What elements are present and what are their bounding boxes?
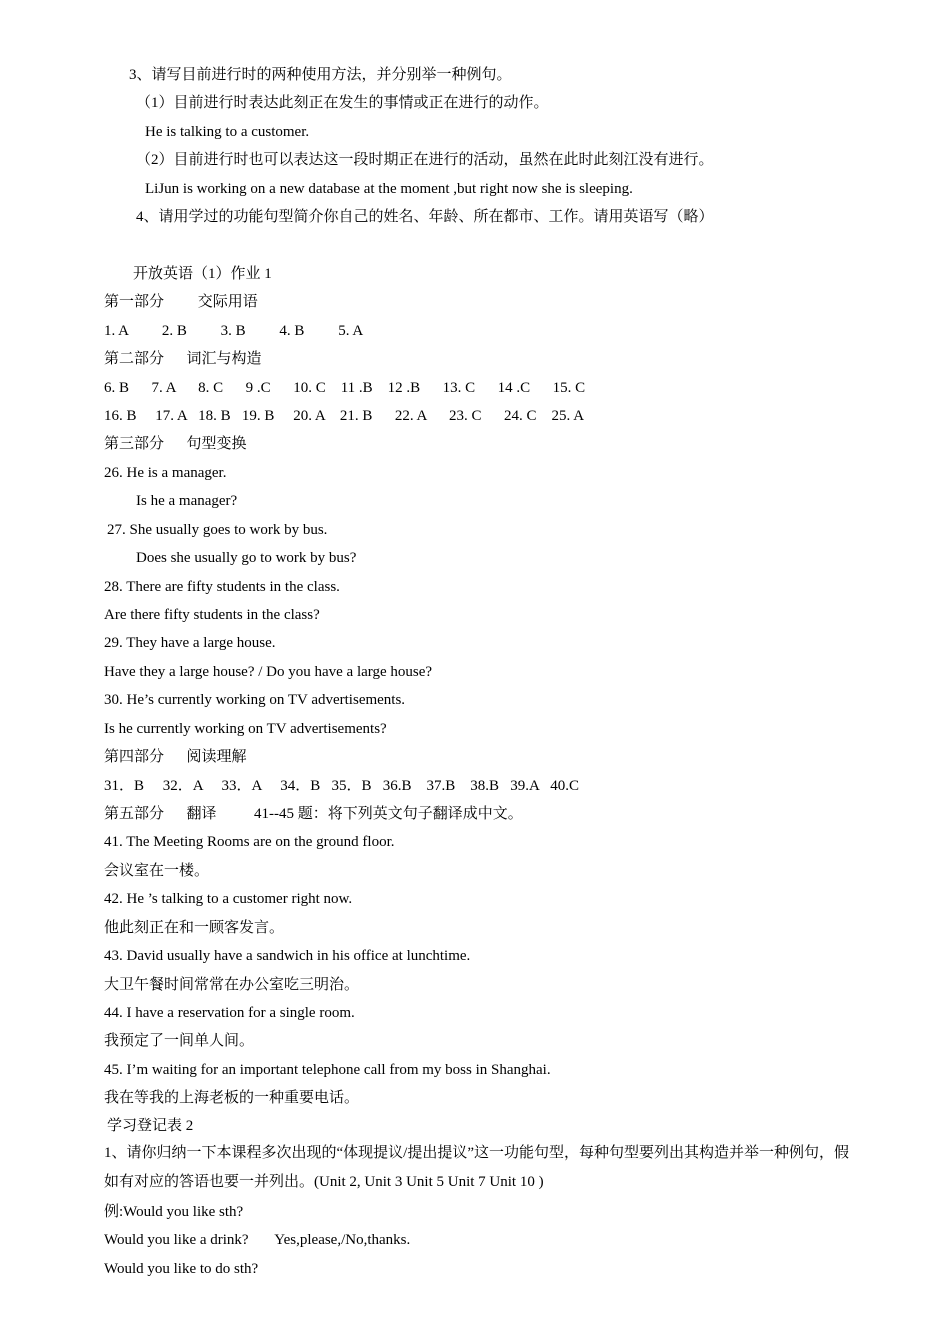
usage-1: （1）目前进行时表达此刻正在发生的事情或正在进行的动作。 [136,95,549,111]
item-30-answer: Is he currently working on TV advertisements? [104,721,387,737]
part-3-heading: 第三部分 句型变换 [104,436,247,452]
usage-2: （2）目前进行时也可以表达这一段时期正在进行的活动，虽然在此时此刻江没有进行。 [136,152,714,168]
example-1: He is talking to a customer. [145,124,310,140]
part-2-answers-row-2: 16. B 17. A 18. B 19. B 20. A 21. B 22. A 23. C 24. C 25. A [104,408,585,424]
item-30: 30. He’s currently working on TV advertisements. [104,692,406,708]
item-41: 41. The Meeting Rooms are on the ground floor. [104,834,395,850]
item-29-answer: Have they a large house? / Do you have a large house? [104,664,433,680]
example-pattern-1: 例:Would you like sth? [104,1204,244,1220]
part-1-heading: 第一部分 交际用语 [104,294,258,310]
item-41-translation: 会议室在一楼。 [104,863,210,879]
item-43-translation: 大卫午餐时间常常在办公室吃三明治。 [104,977,360,993]
item-42: 42. He ’s talking to a customer right now. [104,891,353,907]
item-27-answer: Does she usually go to work by bus? [136,550,357,566]
question-3: 3、请写目前进行时的两种使用方法，并分别举一种例句。 [129,67,512,83]
part-4-answers: 31．B 32．A 33．A 34．B 35．B 36.B 37.B 38.B 39.A 40.C [104,778,580,794]
item-44-translation: 我预定了一间单人间。 [104,1033,255,1049]
example-sentence-1: Would you like a drink? Yes,please,/No,thanks. [104,1232,411,1248]
section-title-register-2: 学习登记表 2 [107,1118,194,1134]
part-4-heading: 第四部分 阅读理解 [104,749,247,765]
item-44: 44. I have a reservation for a single room. [104,1005,355,1021]
section-title-homework-1: 开放英语（1）作业 1 [133,266,272,282]
item-43: 43. David usually have a sandwich in his office at lunchtime. [104,948,471,964]
example-2: LiJun is working on a new database at the moment ,but right now she is sleeping. [145,181,633,197]
item-28: 28. There are fifty students in the class. [104,579,340,595]
question-4: 4、请用学过的功能句型简介你自己的姓名、年龄、所在都市、工作。请用英语写（略） [136,209,714,225]
part-2-heading: 第二部分 词汇与构造 [104,351,262,367]
part-1-answers: 1. A 2. B 3. B 4. B 5. A [104,323,364,339]
item-29: 29. They have a large house. [104,635,276,651]
item-28-answer: Are there fifty students in the class? [104,607,320,623]
example-pattern-2: Would you like to do sth? [104,1261,259,1277]
item-45-translation: 我在等我的上海老板的一种重要电话。 [104,1090,360,1106]
part-5-heading: 第五部分 翻译 41--45 题：将下列英文句子翻译成中文。 [104,806,523,822]
register-question-1: 1、请你归纳一下本课程多次出现的“体现提议/提出提议”这一功能句型，每种句型要列出其构造并举一种例句，假如有对应的答语也要一并列出。(Unit 2, Unit 3 Unit 5 Unit 7 Unit 10 ) [104,1145,849,1190]
item-42-translation: 他此刻正在和一顾客发言。 [104,920,285,936]
item-27: 27. She usually goes to work by bus. [107,522,328,538]
part-2-answers-row-1: 6. B 7. A 8. C 9 .C 10. C 11 .B 12 .B 13. C 14 .C 15. C [104,380,586,396]
item-26: 26. He is a manager. [104,465,227,481]
item-26-answer: Is he a manager? [136,493,238,509]
item-45: 45. I’m waiting for an important telephone call from my boss in Shanghai. [104,1062,551,1078]
